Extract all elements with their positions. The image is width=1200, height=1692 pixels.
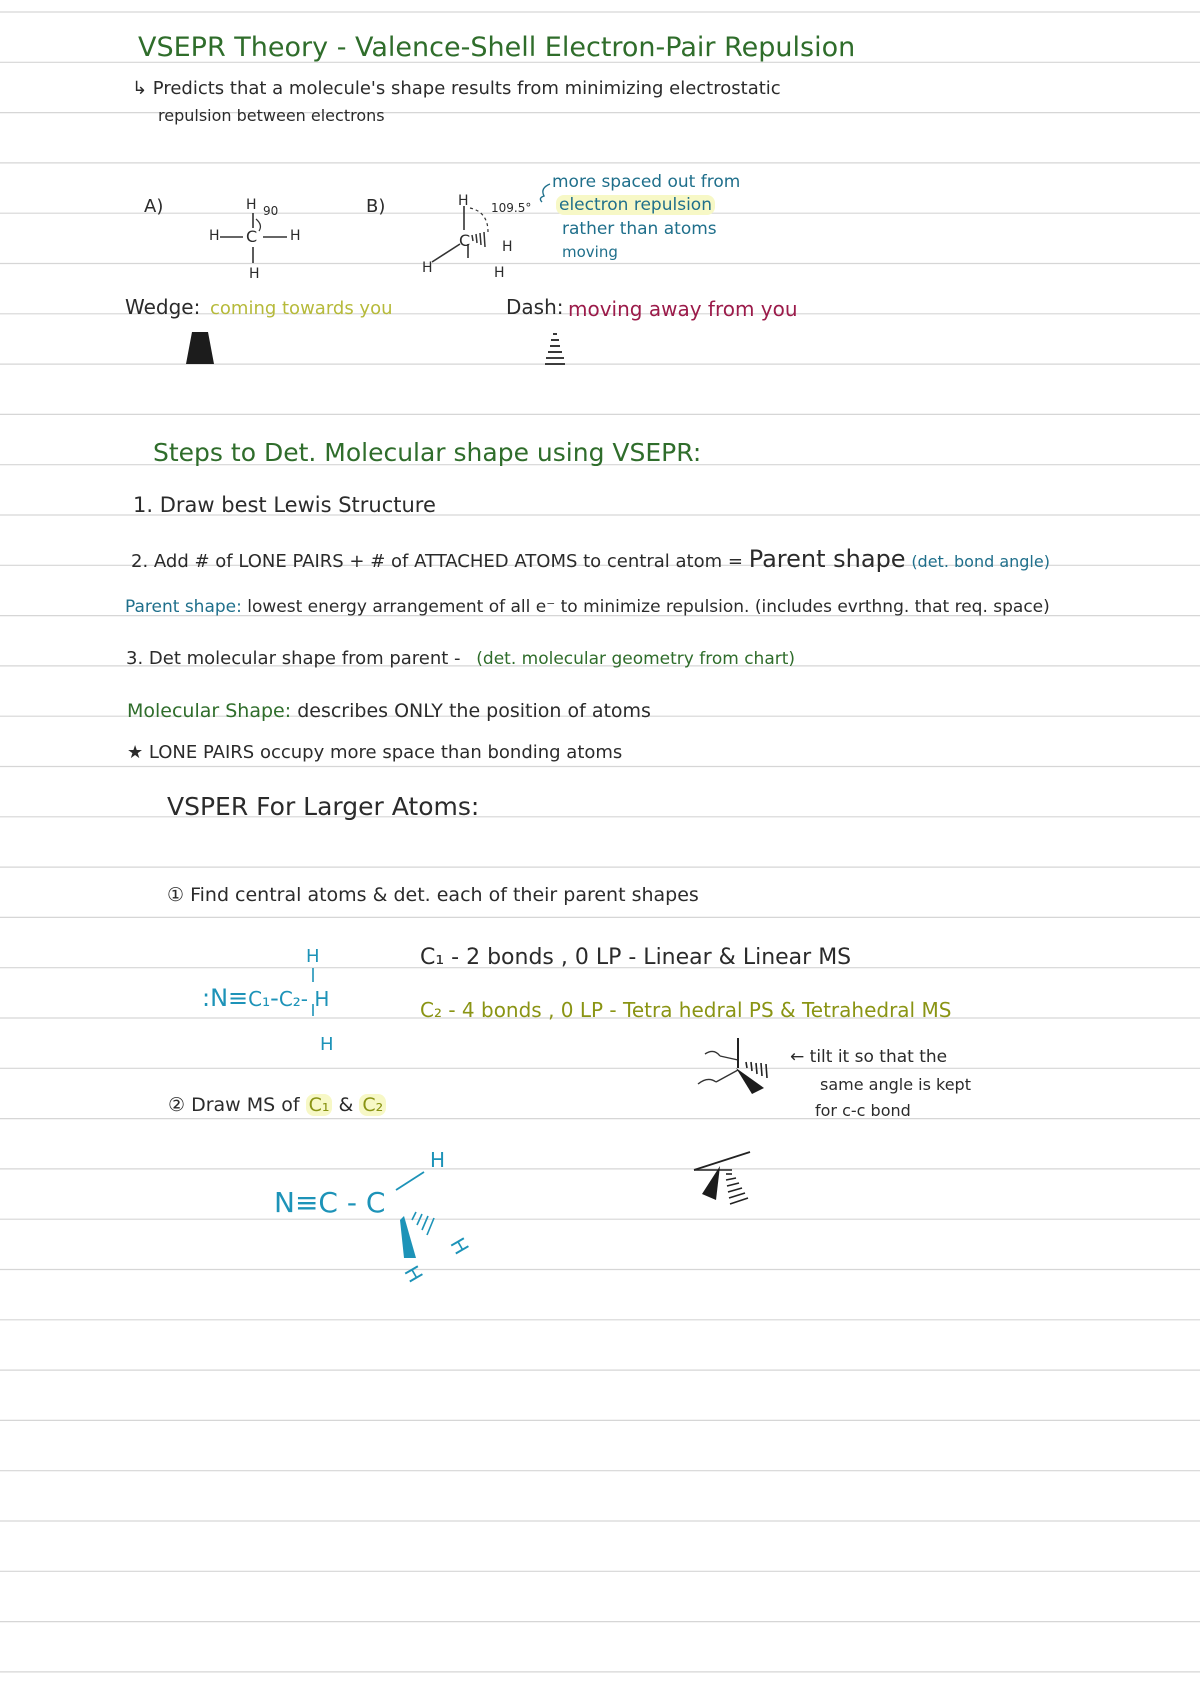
- tilted-c-c-sketch: [690, 1034, 800, 1124]
- lewis-n: :N≡: [202, 984, 249, 1012]
- tilt-note-1: ← tilt it so that the: [790, 1047, 948, 1067]
- parent-shape-label: Parent shape:: [125, 597, 242, 617]
- drawn-h-top: H: [430, 1148, 446, 1172]
- molecular-shape-label: Molecular Shape:: [127, 700, 292, 722]
- predicts-line-2: repulsion between electrons: [158, 106, 385, 125]
- lewis-c1: C₁: [248, 987, 271, 1011]
- parent-shape-def: [125, 597, 1050, 617]
- mol-b-h-top: H: [458, 193, 469, 209]
- wedge-label: Wedge:: [125, 295, 201, 319]
- molecular-shape-text: describes ONLY the position of atoms: [297, 700, 651, 722]
- larger-step-1: ① Find central atoms & det. each of their parent shapes: [167, 884, 699, 906]
- drawn-h-right: H: [445, 1233, 474, 1259]
- larger-step-2: [168, 1094, 386, 1116]
- step-2: [131, 545, 1050, 573]
- repulsion-note-2-text: electron repulsion: [556, 195, 715, 215]
- step-2-note: (det. bond angle): [911, 552, 1050, 571]
- step-3-note: (det. molecular geometry from chart): [476, 649, 796, 669]
- steps-heading: Steps to Det. Molecular shape using VSEPR:: [153, 438, 702, 467]
- drawn-molecule: [274, 1186, 385, 1219]
- tilt-note-3: for c-c bond: [815, 1101, 911, 1120]
- larger-step-2-c1: C₁: [306, 1094, 333, 1116]
- mol-a-h-left: H: [209, 228, 220, 244]
- lewis-h-right: - H: [300, 987, 330, 1011]
- dash-description: moving away from you: [568, 297, 798, 321]
- dash-label: Dash:: [506, 295, 564, 319]
- tilt-note-2: same angle is kept: [820, 1075, 971, 1094]
- wedge-description: coming towards you: [210, 298, 393, 319]
- c1-summary: C₁ - 2 bonds , 0 LP - Linear & Linear MS: [420, 945, 852, 970]
- dash-symbol: [540, 330, 570, 366]
- c2-summary: C₂ - 4 bonds , 0 LP - Tetra hedral PS & Tetrahedral MS: [420, 998, 952, 1022]
- mol-b-h-right: H: [502, 239, 513, 255]
- wedge-symbol: [183, 330, 219, 366]
- example-b-label: B): [366, 196, 386, 217]
- mol-a-h-top: H: [246, 197, 257, 213]
- mol-a-h-right: H: [290, 228, 301, 244]
- lewis-c2: C₂: [278, 987, 301, 1011]
- mol-b-h-bottom: H: [494, 265, 505, 281]
- larger-step-2-amp: &: [338, 1094, 354, 1116]
- step-2-main: 2. Add # of LONE PAIRS + # of ATTACHED ATOMS to central atom =: [131, 551, 743, 572]
- lewis-h-bottom: H: [320, 1034, 334, 1055]
- example-a-label: A): [144, 196, 164, 217]
- step-2-parent-shape: Parent shape: [748, 545, 906, 573]
- step-3-main: 3. Det molecular shape from parent -: [126, 648, 461, 669]
- mol-a-h-bottom: H: [249, 266, 260, 282]
- lewis-dash: -: [270, 984, 279, 1012]
- lewis-h-top: H: [306, 946, 320, 967]
- step-3: [126, 648, 795, 669]
- lewis-structure: [202, 984, 329, 1012]
- larger-step-2-c2: C₂: [359, 1094, 386, 1116]
- larger-step-2-prefix: ② Draw MS of: [168, 1094, 300, 1116]
- larger-atoms-heading: VSPER For Larger Atoms:: [167, 792, 480, 821]
- repulsion-note-4: moving: [562, 243, 618, 261]
- repulsion-note-3: rather than atoms: [562, 219, 717, 239]
- mol-b-c: C: [459, 231, 471, 250]
- mol-a-angle: 90: [263, 204, 279, 218]
- drawn-h-bottom: H: [399, 1261, 428, 1287]
- repulsion-note-2: [556, 195, 715, 215]
- mol-b-angle: 109.5°: [491, 201, 532, 215]
- repulsion-note-1: more spaced out from: [552, 172, 741, 192]
- step-1: 1. Draw best Lewis Structure: [133, 493, 436, 517]
- predicts-line-1: ↳ Predicts that a molecule's shape results from minimizing electrostatic: [132, 78, 781, 99]
- mol-b-h-left: H: [422, 260, 433, 276]
- tilted-tetrahedral-sketch: [686, 1146, 786, 1226]
- molecular-shape-def: [127, 700, 651, 722]
- drawn-nc-text: N≡C - C: [274, 1186, 386, 1219]
- page-title: VSEPR Theory - Valence-Shell Electron-Pair Repulsion: [138, 32, 856, 63]
- parent-shape-text: lowest energy arrangement of all e⁻ to minimize repulsion. (includes evrthng. that req. space): [247, 597, 1050, 617]
- mol-a-c: C: [246, 227, 258, 246]
- lone-pair-note: ★ LONE PAIRS occupy more space than bonding atoms: [127, 742, 623, 763]
